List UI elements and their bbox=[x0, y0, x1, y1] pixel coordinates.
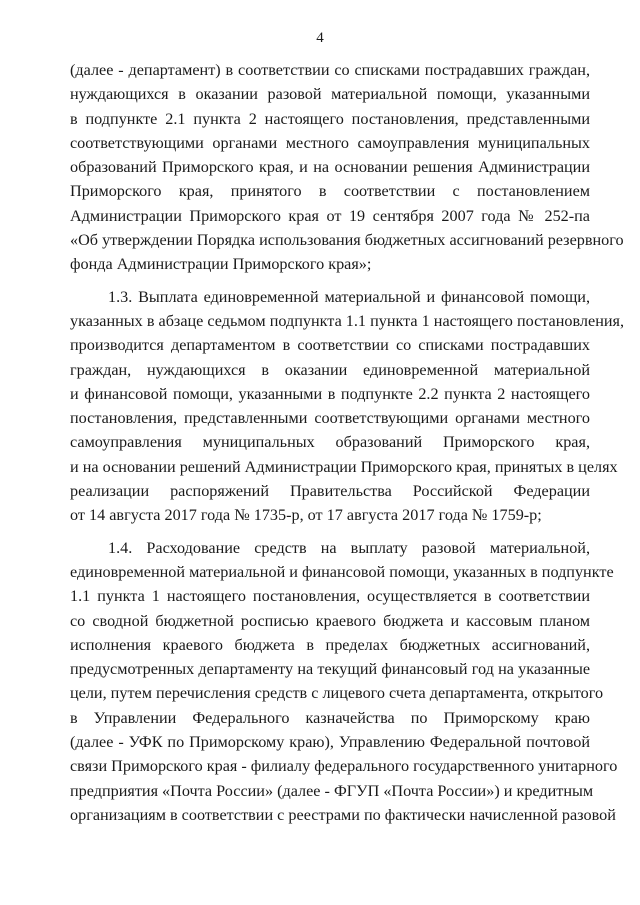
text-line: предприятия «Почта России» (далее - ФГУП «Почта России») и кредитным bbox=[70, 781, 594, 800]
text-line: в Управлении Федерального казначейства по Приморскому краю bbox=[70, 708, 590, 727]
text-line: связи Приморского края - филиалу федерального государственного унитарного bbox=[70, 757, 618, 776]
text-line: цели, путем перечисления средств с лицевого счета департамента, открытого bbox=[70, 684, 604, 703]
text-line: Администрации Приморского края от 19 сентября 2007 года № 252-па bbox=[70, 206, 590, 225]
page-number: 4 bbox=[316, 30, 324, 46]
text-line: 1.4. Расходование средств на выплату разовой материальной, bbox=[108, 538, 590, 557]
paragraph-1-3 bbox=[70, 285, 625, 528]
text-line: фонда Администрации Приморского края»; bbox=[70, 255, 372, 274]
text-line: и финансовой помощи, указанными в подпункте 2.2 пункта 2 настоящего bbox=[70, 384, 590, 403]
text-line: указанных в абзаце седьмом подпункта 1.1 пункта 1 настоящего постановления, bbox=[70, 311, 625, 330]
text-line: (далее - УФК по Приморскому краю), Управлению Федеральной почтовой bbox=[70, 733, 590, 752]
paragraph-1-4 bbox=[70, 536, 618, 828]
text-line: организациям в соответствии с реестрами по фактически начисленной разовой bbox=[70, 805, 616, 824]
text-line: производится департаментом в соответствии со списками пострадавших bbox=[70, 336, 590, 355]
text-line: от 14 августа 2017 года № 1735-р, от 17 августа 2017 года № 1759-р; bbox=[70, 506, 542, 525]
text-line: «Об утверждении Порядка использования бюджетных ассигнований резервного bbox=[70, 231, 624, 250]
text-line: со сводной бюджетной росписью краевого бюджета и кассовым планом bbox=[70, 611, 590, 630]
text-line: в подпункте 2.1 пункта 2 настоящего постановления, представленными bbox=[70, 109, 590, 128]
text-line: 1.1 пункта 1 настоящего постановления, осуществляется в соответствии bbox=[70, 587, 590, 606]
text-line: (далее - департамент) в соответствии со списками пострадавших граждан, bbox=[70, 61, 590, 79]
text-line: нуждающихся в оказании разовой материальной помощи, указанными bbox=[70, 85, 590, 104]
text-line: соответствующими органами местного самоуправления муниципальных bbox=[70, 133, 590, 152]
text-line: 1.3. Выплата единовременной материальной и финансовой помощи, bbox=[108, 287, 590, 306]
document-body bbox=[70, 58, 625, 827]
text-line: образований Приморского края, и на основании решения Администрации bbox=[70, 158, 590, 177]
text-line: самоуправления муниципальных образований Приморского края, bbox=[70, 433, 590, 452]
text-line: постановления, представленными соответствующими органами местного bbox=[70, 409, 590, 428]
text-line: граждан, нуждающихся в оказании единовременной материальной bbox=[70, 360, 590, 379]
text-line: предусмотренных департаменту на текущий финансовый год на указанные bbox=[70, 660, 590, 679]
text-line: реализации распоряжений Правительства Российской Федерации bbox=[70, 482, 590, 501]
text-line: исполнения краевого бюджета в пределах бюджетных ассигнований, bbox=[70, 635, 590, 654]
paragraph-continuation bbox=[70, 58, 624, 277]
text-line: и на основании решений Администрации Приморского края, принятых в целях bbox=[70, 457, 618, 476]
text-line: Приморского края, принятого в соответствии с постановлением bbox=[70, 182, 590, 201]
text-line: единовременной материальной и финансовой помощи, указанных в подпункте bbox=[70, 562, 614, 581]
